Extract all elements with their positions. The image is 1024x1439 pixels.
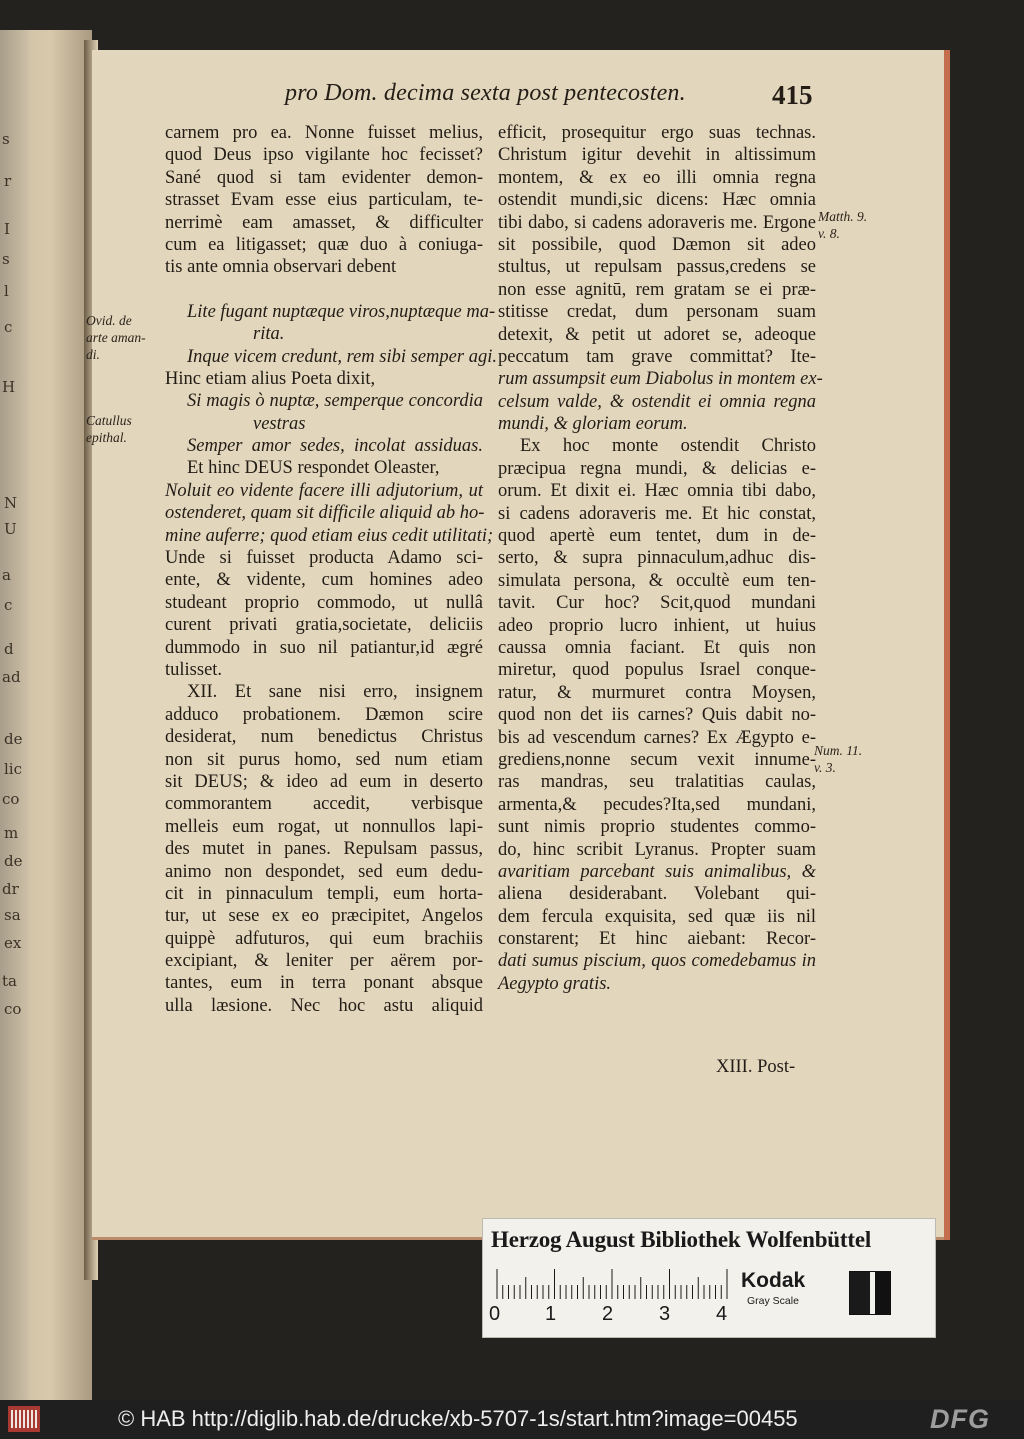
text-line: non esse agnitū, rem gratam se ei præ- bbox=[498, 279, 816, 300]
margin-note-line: Matth. 9. bbox=[818, 209, 868, 224]
text-line: peccatum tam grave committat? Ite- bbox=[498, 346, 816, 367]
text-line: des mutet in panes. Repulsam passus, bbox=[165, 839, 483, 860]
text-line: rum assumpsit eum Diabolus in montem ex- bbox=[498, 369, 823, 390]
left-page-fragment-text: c bbox=[4, 596, 13, 614]
text-line: Christum igitur devehit in altissimum bbox=[498, 145, 816, 166]
text-line: aliena desiderabant. Volebant qui- bbox=[498, 884, 816, 905]
text-line: excipiant, & leniter per aërem por- bbox=[165, 951, 483, 972]
text-line: grediens,nonne secum vexit innume- bbox=[498, 749, 816, 770]
left-page-fragment-text: de bbox=[4, 730, 23, 748]
text-line: rita. bbox=[253, 324, 285, 345]
ruler-number: 4 bbox=[716, 1303, 728, 1325]
margin-note-line: Ovid. de bbox=[86, 313, 132, 328]
text-line: detexit, & petit ut adoret se, adeoque bbox=[498, 324, 816, 345]
text-line: Sané quod si tam evidenter demon- bbox=[165, 167, 483, 188]
text-line: præcipua regna mundi, & delicias e- bbox=[498, 458, 816, 479]
hab-logo-icon bbox=[8, 1406, 40, 1432]
ruler-number: 0 bbox=[489, 1303, 501, 1325]
margin-note-line: Catullus bbox=[86, 413, 132, 428]
left-page-fragment-text: ad bbox=[2, 668, 21, 686]
left-page-fragment-text: de bbox=[4, 852, 23, 870]
text-line: animo non despondet, sed eum dedu- bbox=[165, 861, 483, 882]
text-line: avaritiam parcebant suis animalibus, & bbox=[498, 861, 816, 882]
text-line: constarent; Et hinc aiebant: Recor- bbox=[498, 929, 816, 950]
text-line: quod non det iis carnes? Quis dabit no- bbox=[498, 705, 816, 726]
text-line: commorantem accedit, verbisque bbox=[165, 794, 483, 815]
text-line: Unde si fuisset producta Adamo sci- bbox=[165, 548, 483, 569]
text-line: sit DEUS; & ideo ad eum in deserto bbox=[165, 771, 483, 792]
ruler-ticks bbox=[495, 1269, 731, 1299]
footer-bar bbox=[0, 1400, 1024, 1439]
text-line: quippè adfuturos, qui eum brachiis bbox=[165, 928, 483, 949]
text-line: tis ante omnia observari debent bbox=[165, 257, 397, 278]
text-line: serto, & supra pinnaculum,adhuc dis- bbox=[498, 548, 816, 569]
page-edge bbox=[944, 50, 950, 1240]
left-page-fragment-text: H bbox=[2, 378, 16, 396]
left-text-column bbox=[165, 122, 497, 1017]
text-line: strasset Evam esse eius particulam, te- bbox=[165, 190, 483, 211]
catchword: XIII. Post- bbox=[716, 1057, 796, 1077]
ruler-number: 2 bbox=[602, 1303, 614, 1325]
footer-copyright-link[interactable]: © HAB http://diglib.hab.de/drucke/xb-5707-1s/start.htm?image=00455 bbox=[118, 1406, 798, 1431]
text-line: Lite fugant nuptæque viros,nuptæque ma- bbox=[187, 301, 496, 322]
text-line: ente, & vidente, cum homines adeo bbox=[165, 570, 483, 591]
text-line: tulisset. bbox=[165, 659, 223, 680]
left-page-fragment-text: co bbox=[2, 790, 20, 808]
text-line: sunt nimis proprio studentes commo- bbox=[498, 817, 816, 838]
text-line: dem fercula exquisita, sed quæ iis nil bbox=[498, 906, 816, 927]
left-page-fragment-text: l bbox=[4, 282, 9, 300]
text-line: Inque vicem credunt, rem sibi semper agi. bbox=[187, 346, 497, 367]
margin-note-line: v. 8. bbox=[818, 226, 840, 241]
left-page-fragment-text: ex bbox=[4, 934, 22, 952]
margin-note-catullus bbox=[86, 412, 132, 446]
text-line: ras mandras, seu tralatitias caulas, bbox=[498, 772, 816, 793]
text-line: desiderat, num benedictus Christus bbox=[165, 727, 483, 748]
text-line: Semper amor sedes, incolat assiduas. bbox=[187, 436, 483, 457]
text-line: montem, & ex eo illi omnia regna bbox=[498, 167, 816, 188]
ruler-number: 3 bbox=[659, 1303, 671, 1325]
left-page-fragment-text: co bbox=[4, 1000, 22, 1018]
text-line: ulla læsione. Nec hoc astu aliquid bbox=[165, 995, 483, 1016]
left-page-fragment-text: ta bbox=[2, 972, 17, 990]
text-line: celsum valde, & ostendit ei omnia regna bbox=[498, 391, 816, 412]
left-page-fragment-text: m bbox=[4, 824, 19, 842]
left-page-fragment-text: s bbox=[2, 130, 10, 148]
left-page-fragment-text: U bbox=[4, 520, 17, 538]
kodak-logo: Kodak bbox=[741, 1269, 806, 1292]
margin-note-line: di. bbox=[86, 347, 100, 362]
text-line: ostenderet, quam sit difficile aliquid ab ho- bbox=[165, 503, 485, 524]
text-line: mundi, & gloriam eorum. bbox=[498, 414, 688, 435]
text-line: mine auferre; quod etiam eius cedit utilitati; bbox=[165, 525, 494, 546]
text-line: non sit purus homo, sed num etiam bbox=[165, 749, 483, 770]
card-title: Herzog August Bibliothek Wolfenbüttel bbox=[491, 1227, 872, 1252]
left-page-fragment-text: sa bbox=[4, 906, 21, 924]
margin-note-matth bbox=[818, 208, 867, 242]
text-line: armenta,& pecudes?Ita,sed mundani, bbox=[498, 794, 816, 815]
text-line: carnem pro ea. Nonne fuisset melius, bbox=[165, 123, 483, 143]
text-line: sit possibile, quod Dæmon sit adeo bbox=[498, 234, 816, 255]
left-page-fragment-text: c bbox=[4, 318, 13, 336]
running-head: pro Dom. decima sexta post pentecosten. bbox=[285, 80, 686, 106]
text-line: Hinc etiam alius Poeta dixit, bbox=[165, 368, 376, 389]
text-line: dummodo in suo nil patiantur,id ægré bbox=[165, 637, 483, 658]
ruler-number: 1 bbox=[545, 1303, 557, 1325]
text-line: efficit, prosequitur ergo suas technas. bbox=[498, 123, 816, 143]
text-line: stultus, ut repulsam passus,credens se bbox=[498, 257, 816, 278]
text-line: stitisse credat, dum personam suam bbox=[498, 302, 816, 323]
text-line: Si magis ò nuptæ, semperque concordia bbox=[187, 391, 483, 412]
text-line: ostendit mundi,sic dicens: Hæc omnia bbox=[498, 190, 816, 211]
left-page-fragment-text: r bbox=[4, 172, 12, 190]
left-page-fragment-text: a bbox=[2, 566, 11, 584]
text-line: curent privati gratia,societate, deliciis bbox=[165, 615, 483, 636]
left-page-fragment bbox=[0, 30, 92, 1400]
margin-note-line: epithal. bbox=[86, 430, 127, 445]
text-line: tur, ut sese ex eo præcipitet, Angelos bbox=[165, 906, 483, 927]
text-line: orum. Et dixit ei. Hæc omnia tibi dabo, bbox=[498, 481, 816, 502]
margin-note-ovid bbox=[86, 312, 146, 363]
left-page-fragment-text: d bbox=[4, 640, 14, 658]
text-line: adeo proprio lucro inhient, ut huius bbox=[498, 615, 816, 636]
text-line: XII. Et sane nisi erro, insignem bbox=[187, 682, 483, 703]
text-line: ratur, & murmuret contra Moysen, bbox=[498, 682, 816, 703]
text-line: tavit. Cur hoc? Scit,quod mundani bbox=[498, 593, 816, 614]
text-line: melleis eum rogat, ut nonnullos lapi- bbox=[165, 816, 483, 837]
text-line: bis ad vescendum carnes? Ex Ægypto e- bbox=[498, 727, 816, 748]
text-line: Aegypto gratis. bbox=[498, 973, 612, 994]
margin-note-line: arte aman- bbox=[86, 330, 146, 345]
text-line: caussa omnia faciant. Et quis non bbox=[498, 637, 816, 658]
left-page-fragment-text: I bbox=[4, 220, 10, 238]
text-line: Noluit eo vidente facere illi adjutorium, ut bbox=[165, 480, 483, 501]
color-calibration-card bbox=[482, 1218, 936, 1338]
dfg-logo: DFG bbox=[930, 1404, 990, 1434]
text-line: do, hinc scribit Lyranus. Propter suam bbox=[498, 839, 816, 860]
text-line: Ex hoc monte ostendit Christo bbox=[520, 436, 816, 457]
text-line: si cadens adoraveris me. Et hic constat, bbox=[498, 503, 816, 524]
text-line: Et hinc DEUS respondet Oleaster, bbox=[187, 458, 440, 479]
left-page-fragment-text: lic bbox=[4, 760, 22, 778]
right-text-column bbox=[498, 122, 823, 995]
left-page-fragment-text: s bbox=[2, 250, 10, 268]
text-line: studeant proprio commodo, ut nullâ bbox=[165, 592, 483, 613]
text-line: tantes, eum in terra ponant absque bbox=[165, 973, 483, 994]
margin-note-num bbox=[814, 742, 862, 776]
text-line: dati sumus piscium, quos comedebamus in bbox=[498, 951, 816, 972]
margin-note-line: v. 3. bbox=[814, 760, 836, 775]
text-line: vestras bbox=[253, 413, 306, 434]
text-line: cit in pinnaculum templi, eum horta- bbox=[165, 883, 483, 904]
kodak-subtitle: Gray Scale bbox=[747, 1295, 799, 1307]
left-page-fragment-text: N bbox=[4, 494, 18, 512]
text-line: nerrimè eam amasset, & difficulter bbox=[165, 212, 483, 233]
text-line: miretur, quod populus Israel conque- bbox=[498, 660, 816, 681]
left-page-fragment-text: dr bbox=[2, 880, 19, 898]
text-line: tibi dabo, si cadens adoraveris me. Ergone bbox=[498, 212, 816, 233]
blank-line bbox=[165, 279, 483, 301]
text-line: simulata persona, & occultè eum ten- bbox=[498, 570, 816, 591]
text-line: quod apertè eum tentet, dum in de- bbox=[498, 526, 816, 547]
margin-note-line: Num. 11. bbox=[814, 743, 863, 758]
text-line: cum ea litigasset; quæ duo à coniuga- bbox=[165, 234, 483, 255]
text-line: adduco probationem. Dæmon scire bbox=[165, 704, 483, 725]
page-number: 415 bbox=[772, 80, 813, 110]
gray-scale-patch bbox=[849, 1271, 891, 1315]
text-line: quod Deus ipso vigilante hoc fecisset? bbox=[165, 145, 483, 166]
